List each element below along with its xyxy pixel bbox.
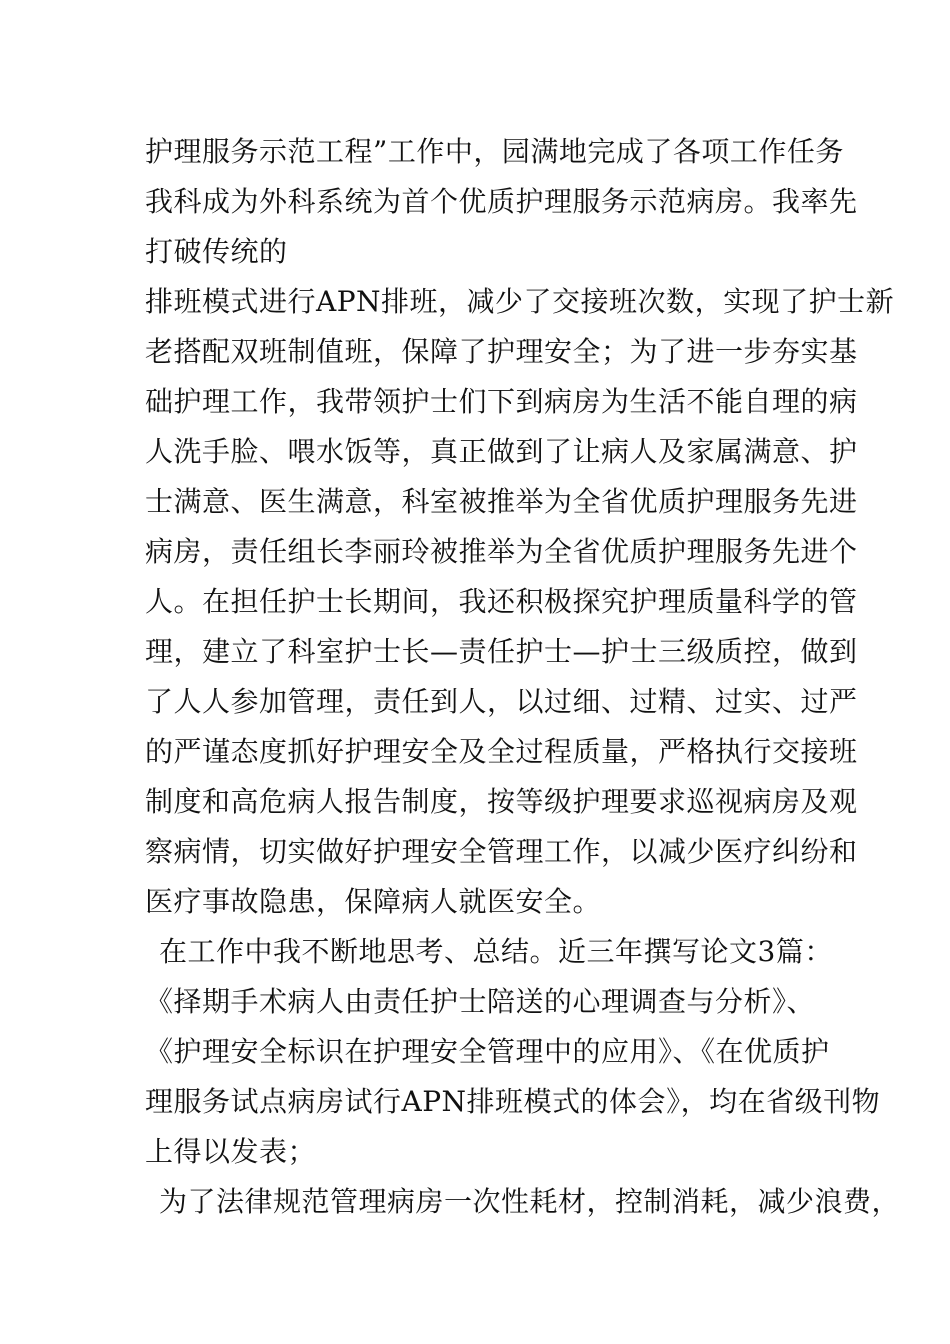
text-line: 制度和高危病人报告制度，按等级护理要求巡视病房及观 [145, 785, 858, 818]
text-line: 理服务试点病房试行APN排班模式的体会》，均在省级刊物 [145, 1085, 881, 1118]
text-line: 察病情，切实做好护理安全管理工作，以减少医疗纠纷和 [145, 835, 858, 868]
text-line: 人洗手脸、喂水饭等，真正做到了让病人及家属满意、护 [145, 435, 858, 468]
text-line: 础护理工作，我带领护士们下到病房为生活不能自理的病 [145, 385, 858, 418]
text-line: 我科成为外科系统为首个优质护理服务示范病房。我率先 [145, 185, 858, 218]
text-line: 老搭配双班制值班，保障了护理安全；为了进一步夯实基 [145, 335, 858, 368]
text-line: 为了法律规范管理病房一次性耗材，控制消耗，减少浪费， [159, 1185, 901, 1218]
text-line: 护理服务示范工程”工作中，园满地完成了各项工作任务 [145, 135, 844, 168]
text-line: 在工作中我不断地思考、总结。近三年撰写论文3篇： [159, 935, 833, 968]
text-line: 排班模式进行APN排班，减少了交接班次数，实现了护士新 [145, 285, 895, 318]
text-line: 《择期手术病人由责任护士陪送的心理调查与分析》、 [145, 985, 816, 1018]
text-line: 士满意、医生满意，科室被推举为全省优质护理服务先进 [145, 485, 858, 518]
text-line: 《护理安全标识在护理安全管理中的应用》、《在优质护 [145, 1035, 830, 1068]
text-line: 了人人参加管理，责任到人，以过细、过精、过实、过严 [145, 685, 858, 718]
text-line: 理，建立了科室护士长—责任护士—护士三级质控，做到 [145, 635, 858, 668]
text-line: 医疗事故隐患，保障病人就医安全。 [145, 885, 602, 918]
text-line: 人。在担任护士长期间，我还积极探究护理质量科学的管 [145, 585, 858, 618]
text-line: 上得以发表； [145, 1135, 317, 1168]
text-line: 的严谨态度抓好护理安全及全过程质量，严格执行交接班 [145, 735, 858, 768]
text-line: 打破传统的 [145, 235, 288, 268]
text-line: 病房，责任组长李丽玲被推举为全省优质护理服务先进个 [145, 535, 858, 568]
